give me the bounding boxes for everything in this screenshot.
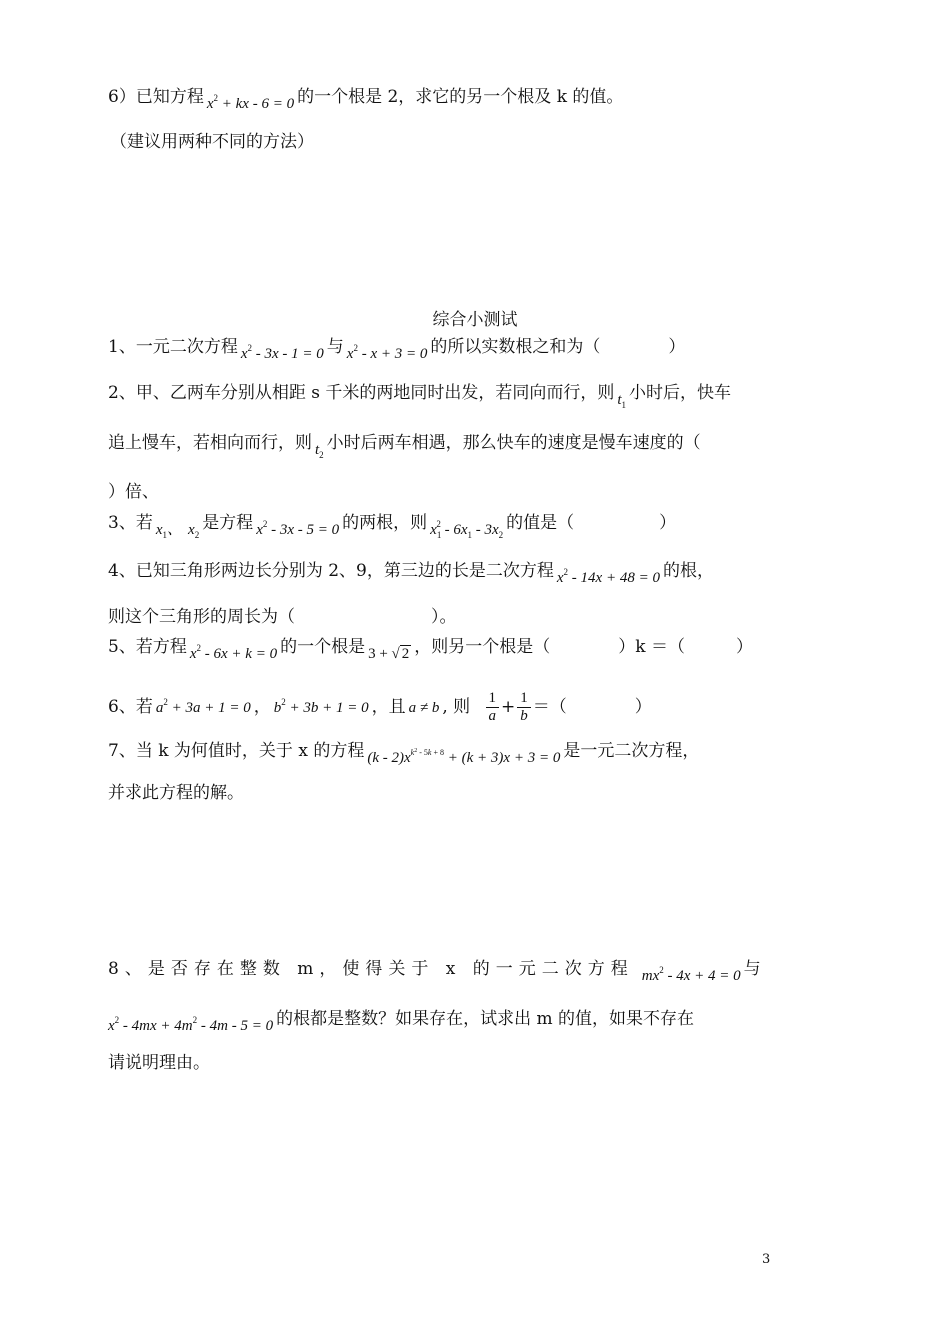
p2-line1-suffix: 小时后，快车 bbox=[629, 383, 732, 403]
p7-equation: $(k - 2)x^{k^2 - 5k + 8} + (k + 3)x + 3 = 0$ bbox=[367, 748, 561, 766]
q6-suffix: 的一个根是 2，求它的另一个根及 k 的值。 bbox=[297, 87, 624, 107]
problem-2-line-1 bbox=[108, 381, 731, 411]
p6-sep2: ，且 bbox=[371, 697, 406, 717]
problem-6 bbox=[108, 690, 652, 725]
problem-7-line-2: 并求此方程的解。 bbox=[108, 783, 244, 803]
p6-suffix: ＝（ ） bbox=[532, 697, 652, 717]
p2-line2-suffix: 小时后两车相遇，那么快车的速度是慢车速度的（ bbox=[326, 433, 701, 453]
p1-and: 与 bbox=[326, 337, 344, 357]
p4-suffix: 的根， bbox=[662, 561, 714, 581]
p6-frac1-num: 1 bbox=[486, 690, 500, 708]
p5-mid: 的一个根是 bbox=[280, 637, 366, 657]
p6-equation-2: $b^2 + 3b + 1 = 0$ bbox=[273, 697, 369, 716]
p3-mid: 是方程 bbox=[202, 513, 254, 533]
page-number: 3 bbox=[762, 1252, 771, 1267]
p3-x1: $x_1$、 bbox=[155, 522, 183, 540]
p3-x2: $x_2$ bbox=[188, 522, 200, 540]
p8-and: 与 bbox=[743, 959, 761, 979]
p5-root: 3 + √ 2 bbox=[368, 646, 410, 662]
p2-t2: $t_2$ bbox=[315, 442, 324, 460]
p7-suffix: 是一元二次方程， bbox=[563, 741, 700, 761]
q6-line bbox=[108, 80, 623, 110]
p5-suffix: ，则另一个根是（ ）k ＝（ ） bbox=[414, 637, 754, 657]
p3-equation: $x^2 - 3x - 5 = 0$ bbox=[256, 519, 340, 538]
p7-prefix: 7、当 k 为何值时，关于 x 的方程 bbox=[108, 741, 365, 761]
q6-prefix: 6）已知方程 bbox=[108, 87, 204, 107]
q6-hint: （建议用两种不同的方法） bbox=[110, 132, 314, 152]
p6-frac1-den: a bbox=[488, 708, 497, 724]
p3-suffix: 的值是（ ） bbox=[506, 513, 677, 533]
p3-mid2: 的两根，则 bbox=[342, 513, 428, 533]
p5-equation: $x^2 - 6x + k = 0$ bbox=[189, 643, 278, 662]
p6-equation-1: $a^2 + 3a + 1 = 0$ bbox=[155, 697, 251, 716]
section-title: 综合小测试 bbox=[432, 310, 518, 330]
q6-equation: $x^2$ + kx - 6 = 0 bbox=[206, 93, 295, 112]
problem-8-line-2 bbox=[108, 1002, 694, 1032]
problem-5 bbox=[108, 630, 753, 660]
p6-sep1: ， bbox=[253, 697, 271, 717]
p6-fraction-2 bbox=[517, 690, 531, 725]
problem-3 bbox=[108, 506, 676, 541]
p1-equation-1: $x^2 - 3x - 1 = 0$ bbox=[240, 343, 324, 362]
p6-frac2-den: b bbox=[520, 708, 528, 724]
problem-2-line-2 bbox=[108, 431, 701, 461]
p6-condition: a ≠ b bbox=[408, 700, 440, 716]
p8-line2-suffix: 的根都是整数？如果存在，试求出 m 的值，如果不存在 bbox=[276, 1009, 695, 1029]
p6-prefix: 6、若 bbox=[108, 697, 153, 717]
p2-line1-prefix: 2、甲、乙两车分别从相距 s 千米的两地同时出发，若同向而行，则 bbox=[108, 383, 615, 403]
problem-8 bbox=[108, 952, 761, 982]
problem-8-line-3: 请说明理由。 bbox=[108, 1053, 210, 1073]
p3-expression: $x_1^2 - 6x_1 - 3x_2$ bbox=[430, 519, 504, 540]
p8-equation-1: $mx^2 - 4x + 4 = 0$ bbox=[641, 965, 741, 984]
p6-plus: + bbox=[501, 697, 516, 717]
problem-1 bbox=[108, 330, 685, 360]
p2-line2-prefix: 追上慢车，若相向而行，则 bbox=[108, 433, 312, 453]
problem-4 bbox=[108, 554, 714, 584]
p6-frac2-num: 1 bbox=[517, 690, 531, 708]
p1-prefix: 1、一元二次方程 bbox=[108, 337, 238, 357]
p2-t1: $t_1$ bbox=[617, 392, 627, 410]
p1-suffix: 的所以实数根之和为（ ） bbox=[430, 337, 686, 357]
p6-then: , 则 bbox=[442, 697, 471, 717]
problem-7 bbox=[108, 733, 699, 764]
p4-prefix: 4、已知三角形两边长分别为 2、9，第三边的长是二次方程 bbox=[108, 561, 554, 581]
p1-equation-2: $x^2 - x + 3 = 0$ bbox=[346, 343, 428, 362]
p4-equation: $x^2 - 14x + 48 = 0$ bbox=[556, 567, 660, 586]
problem-4-line-2: 则这个三角形的周长为（ ）。 bbox=[108, 607, 457, 627]
p3-prefix: 3、若 bbox=[108, 513, 153, 533]
p5-prefix: 5、若方程 bbox=[108, 637, 187, 657]
problem-2-line-3: ）倍、 bbox=[108, 482, 159, 502]
p8-prefix: 8、是否存在整数 m，使得关于 x 的一元二次方程 bbox=[108, 959, 634, 979]
p8-equation-2: $x^2 - 4mx + 4m^2 - 4m - 5 = 0$ bbox=[108, 1015, 274, 1034]
p6-fraction-1 bbox=[486, 690, 500, 725]
